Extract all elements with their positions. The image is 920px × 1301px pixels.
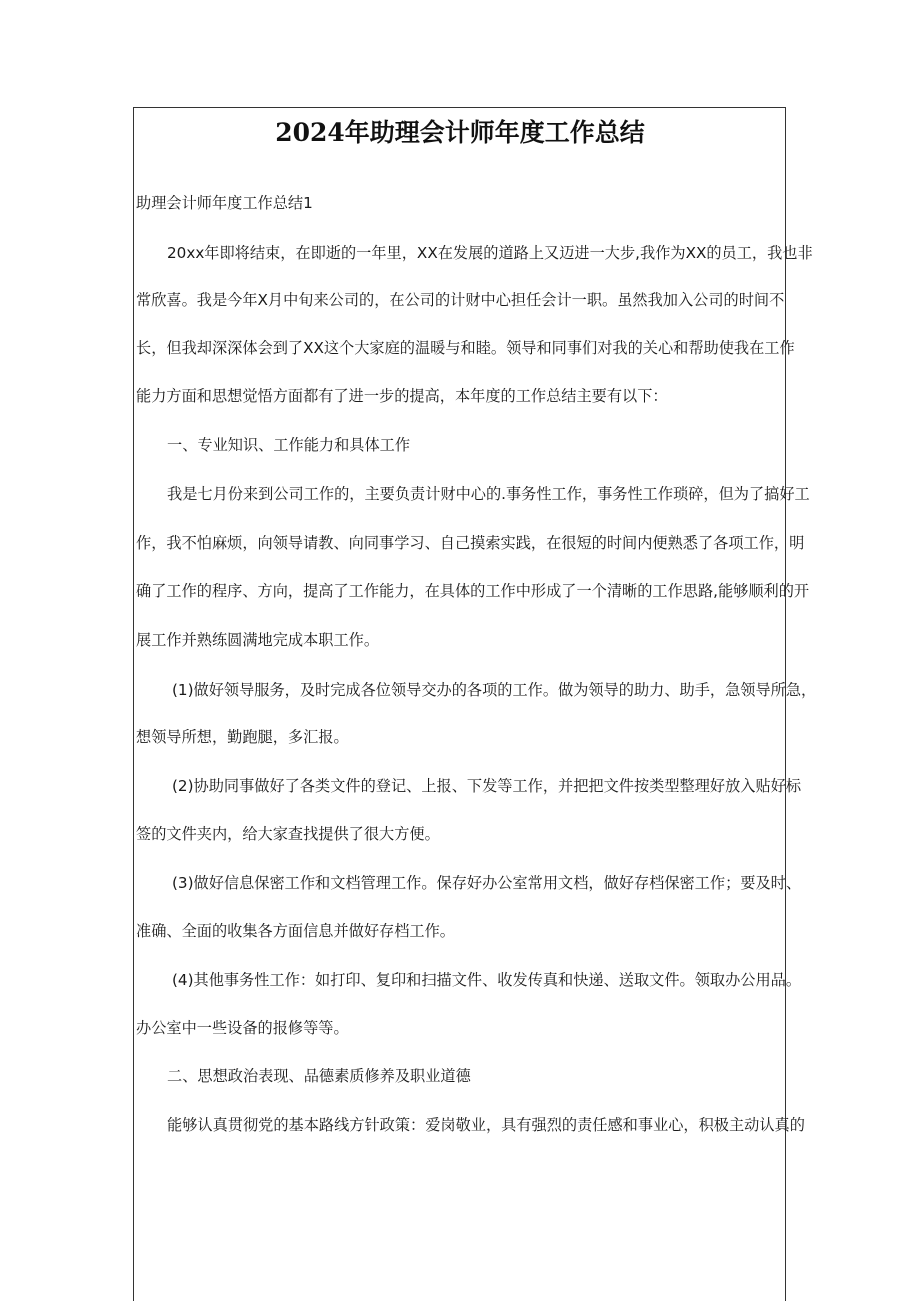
text-line: 常欣喜。我是今年X月中旬来公司的，在公司的计财中心担任会计一职。虽然我加入公司的时间不: [136, 291, 785, 309]
section-subtitle: 助理会计师年度工作总结1: [136, 194, 313, 212]
text-line: 办公室中一些设备的报修等等。: [136, 1019, 349, 1037]
text-line: 能力方面和思想觉悟方面都有了进一步的提高，本年度的工作总结主要有以下：: [136, 387, 668, 405]
section-heading: 二、思想政治表现、品德素质修养及职业道德: [167, 1067, 471, 1085]
text-line: (2)协助同事做好了各类文件的登记、上报、下发等工作，并把把文件按类型整理好放入贴好标: [172, 777, 802, 795]
text-line: 我是七月份来到公司工作的，主要负责计财中心的.事务性工作，事务性工作琐碎，但为了搞好工: [167, 485, 810, 503]
text-line: 签的文件夹内，给大家查找提供了很大方便。: [136, 825, 440, 843]
text-line: (3)做好信息保密工作和文档管理工作。保存好办公室常用文档，做好存档保密工作；要及时、: [172, 874, 802, 892]
text-line: 作，我不怕麻烦，向领导请教、向同事学习、自己摸索实践，在很短的时间内便熟悉了各项工作，明: [136, 534, 805, 552]
text-line: 想领导所想，勤跑腿，多汇报。: [136, 728, 349, 746]
section-heading: 一、专业知识、工作能力和具体工作: [167, 436, 410, 454]
text-line: 长，但我却深深体会到了XX这个大家庭的温暖与和睦。领导和同事们对我的关心和帮助使我在工作: [136, 339, 795, 357]
text-line: (1)做好领导服务，及时完成各位领导交办的各项的工作。做为领导的助力、助手，急领导所急，: [172, 681, 817, 699]
document-title: 2024年助理会计师年度工作总结: [275, 118, 645, 147]
text-line: 展工作并熟练圆满地完成本职工作。: [136, 631, 379, 649]
text-line: 确了工作的程序、方向，提高了工作能力，在具体的工作中形成了一个清晰的工作思路,能够顺利的开: [136, 582, 810, 600]
text-line: 准确、全面的收集各方面信息并做好存档工作。: [136, 922, 455, 940]
text-line: 能够认真贯彻党的基本路线方针政策：爱岗敬业，具有强烈的责任感和事业心，积极主动认真的: [167, 1116, 805, 1134]
text-line: (4)其他事务性工作：如打印、复印和扫描文件、收发传真和快递、送取文件。领取办公用品。: [172, 971, 802, 989]
text-line: 20xx年即将结束，在即逝的一年里，XX在发展的道路上又迈进一大步,我作为XX的员工，我也非: [167, 244, 813, 262]
